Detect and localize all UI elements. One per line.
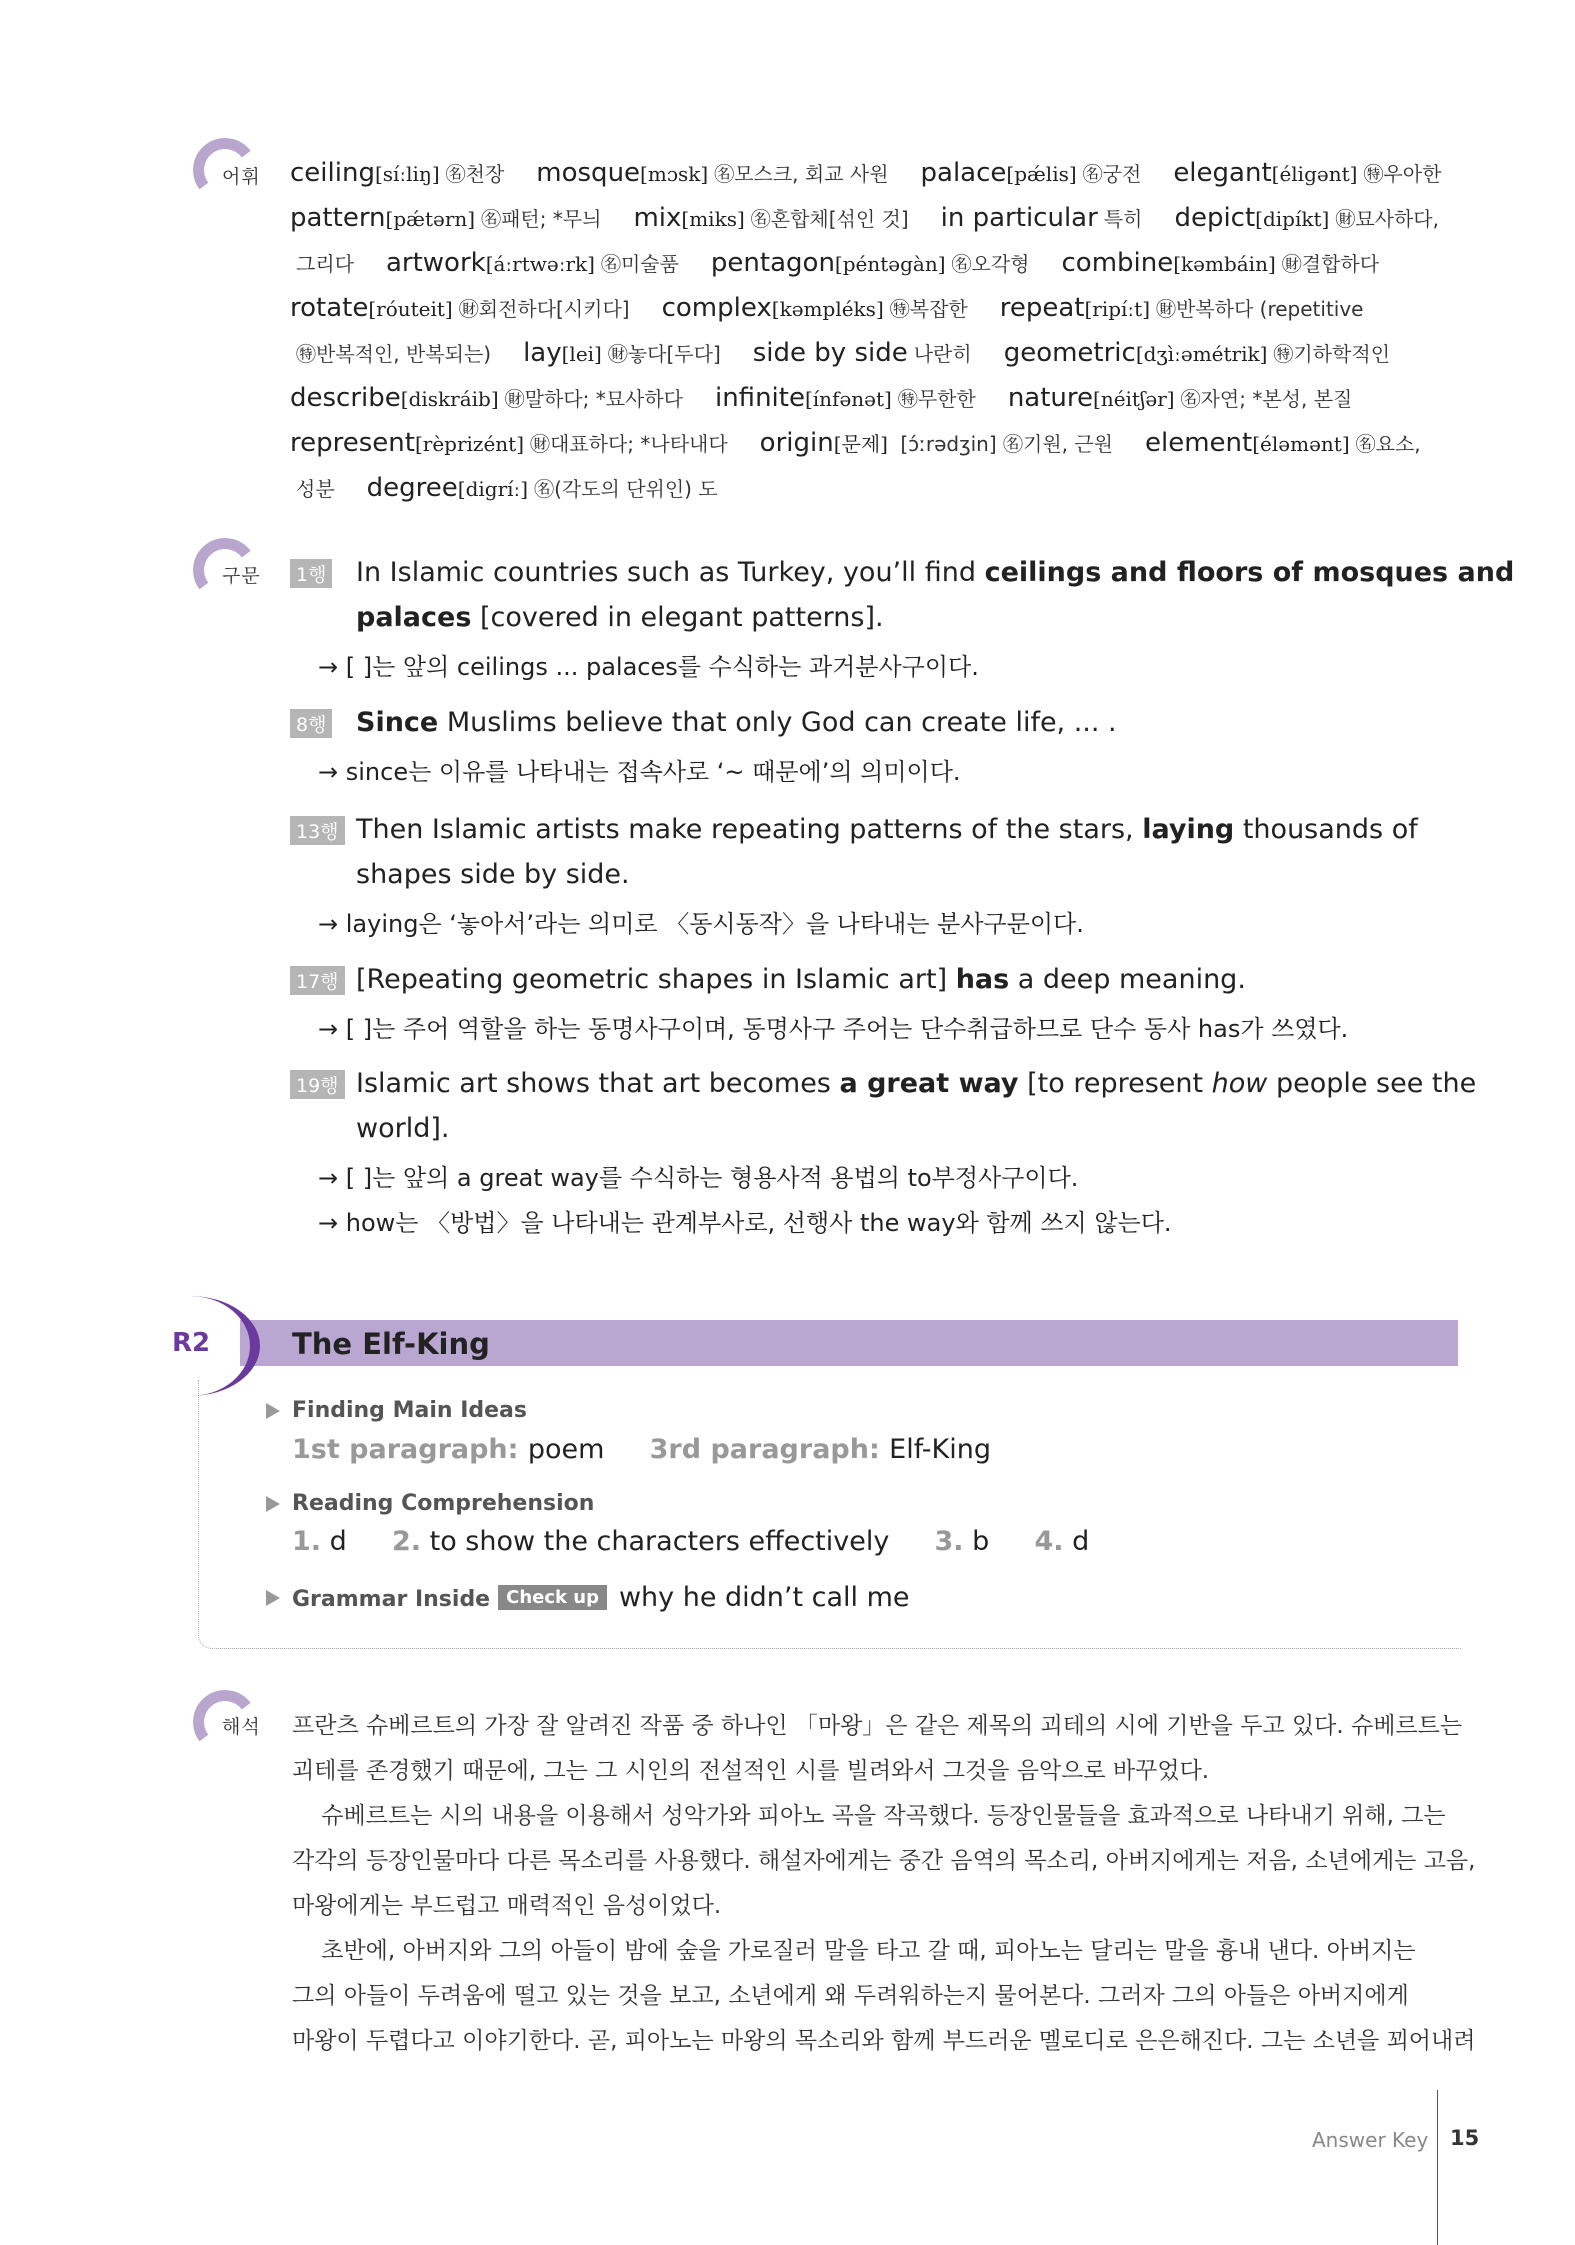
- grammar-note: → [ ]는 앞의 ceilings ... palaces를 수식하는 과거분사구이다.: [318, 653, 979, 681]
- vocab-item: [290, 158, 504, 188]
- translation-line: 괴테를 존경했기 때문에, 그는 그 시인의 전설적인 시를 빌려와서 그것을 음악으로 바꾸었다.: [292, 1758, 1210, 1784]
- vocab-phonetic: [digríː]: [457, 477, 529, 501]
- vocab-word: palace: [920, 158, 1007, 188]
- vocab-item: [1008, 383, 1353, 413]
- vocab-word: describe: [290, 383, 401, 413]
- vocab-meaning: ㊕반복적인, 반복되는): [296, 342, 492, 366]
- vocab-word: pentagon: [710, 248, 835, 278]
- vocab-meaning: ㊕복잡한: [889, 297, 968, 321]
- grammar-note: → laying은 ‘놓아서’라는 의미로 〈동시동작〉을 나타내는 분사구문이다.: [318, 910, 1084, 938]
- line-number-badge: 8행: [290, 709, 332, 738]
- grammar-inside-answer: why he didn’t call me: [618, 1582, 910, 1613]
- finding-main-ideas-answers: 1st paragraph: poem 3rd paragraph: Elf-King: [292, 1434, 991, 1465]
- line-number-badge: 1행: [290, 559, 332, 588]
- p1-value: poem: [527, 1434, 605, 1465]
- vocab-item: [1062, 248, 1380, 278]
- vocab-item: [715, 383, 976, 413]
- grammar-sentence-line: [296, 1068, 1477, 1099]
- vocab-phonetic: [dʒìːəmétrik]: [1135, 342, 1268, 366]
- grammar-sentence-line: [296, 814, 1418, 845]
- vocab-word: artwork: [385, 248, 486, 278]
- check-up-badge: Check up: [498, 1585, 607, 1610]
- translation-line: 그의 아들이 두려움에 떨고 있는 것을 보고, 소년에게 왜 두려워하는지 물어본다. 그러자 그의 아들은 아버지에게: [292, 1983, 1409, 2009]
- grammar-sentence: [Repeating geometric shapes in Islamic art] has a deep meaning.: [356, 964, 1246, 995]
- translation-label: 해석: [222, 1716, 261, 1738]
- translation-line: 각각의 등장인물마다 다른 목소리를 사용했다. 해설자에게는 중간 음역의 목소리, 아버지에게는 저음, 소년에게는 고음,: [292, 1848, 1476, 1874]
- vocab-meaning: ㊕기하학적인: [1273, 342, 1391, 366]
- vocab-phonetic: [éləmənt]: [1252, 432, 1350, 456]
- p3-label: 3rd paragraph: [649, 1434, 869, 1465]
- vocab-word: infinite: [714, 383, 805, 413]
- grammar-sentence: Islamic art shows that art becomes a great way [to represent how people see the: [356, 1068, 1477, 1099]
- vocab-meaning: ㊔자연; *본성, 본질: [1180, 387, 1353, 411]
- vocab-meaning: ㊔요소,: [1355, 432, 1421, 456]
- vocab-word: in particular: [940, 203, 1098, 233]
- reading-comprehension-answers: [292, 1526, 1089, 1557]
- vocab-phonetic: [síːliŋ]: [374, 162, 440, 186]
- vocab-meaning: ㊔(각도의 단위인) 도: [534, 477, 718, 501]
- answer-value: d: [1072, 1526, 1090, 1557]
- vocab-meaning: 특히: [1103, 207, 1143, 231]
- line-number-badge: 19행: [290, 1070, 345, 1099]
- grammar-sentence: Since Muslims believe that only God can create life, ... .: [356, 707, 1117, 738]
- vocab-word: side by side: [752, 338, 908, 368]
- grammar-label: 구문: [222, 565, 261, 587]
- vocab-meaning: ㊔천장: [445, 162, 505, 186]
- triangle-bullet-icon: [266, 1590, 280, 1606]
- p3-value: Elf-King: [889, 1434, 991, 1465]
- vocab-meaning: ㊖대표하다; *나타내다: [530, 432, 728, 456]
- vocab-meaning: ㊔미술품: [600, 252, 679, 276]
- vocab-word: element: [1145, 428, 1253, 458]
- vocab-phonetic: [ínfənət]: [804, 387, 892, 411]
- line-number-badge: 13행: [290, 816, 345, 845]
- vocab-word: represent: [290, 428, 415, 458]
- grammar-sentence: palaces [covered in elegant patterns].: [356, 602, 884, 633]
- vocab-line: [290, 428, 1453, 459]
- answer-value: to show the characters effectively: [429, 1526, 890, 1557]
- vocab-word: elegant: [1173, 158, 1272, 188]
- vocab-line: [290, 473, 750, 504]
- vocab-item: [753, 338, 972, 368]
- vocab-item: [1004, 338, 1390, 368]
- vocab-meaning: ㊔궁전: [1082, 162, 1142, 186]
- vocab-item: [290, 248, 354, 278]
- vocab-line: [290, 248, 1411, 279]
- translation-line: 마왕에게는 부드럽고 매력적인 음성이었다.: [292, 1893, 722, 1919]
- grammar-note: → [ ]는 앞의 a great way를 수식하는 형용사적 용법의 to부정사구이다.: [318, 1164, 1079, 1192]
- vocab-line: [290, 338, 1422, 369]
- vocab-item: [662, 293, 968, 323]
- vocab-phonetic: [néitʃər]: [1093, 387, 1175, 411]
- grammar-note: → how는 〈방법〉을 나타내는 관계부사로, 선행사 the way와 함께 쓰지 않는다.: [318, 1209, 1172, 1237]
- vocab-item: [367, 473, 718, 503]
- vocab-meaning: ㊔혼합체[섞인 것]: [750, 207, 909, 231]
- grammar-sentence-line: [356, 602, 884, 633]
- grammar-inside-row: [292, 1582, 910, 1613]
- vocab-item: [386, 248, 679, 278]
- vocab-phonetic: [kəmpléks]: [771, 297, 884, 321]
- grammar-sentence: shapes side by side.: [356, 859, 630, 890]
- grammar-sentence: world].: [356, 1113, 450, 1144]
- vocab-meaning: ㊔모스크, 회교 사원: [714, 162, 889, 186]
- reading-comprehension-heading: Reading Comprehension: [292, 1491, 595, 1516]
- vocab-word: repeat: [999, 293, 1085, 323]
- vocab-item: [941, 203, 1143, 233]
- vocab-item: [1145, 428, 1421, 458]
- vocab-item: [633, 203, 908, 233]
- r2-title: The Elf-King: [292, 1327, 490, 1361]
- vocab-item: [536, 158, 888, 188]
- grammar-note: → since는 이유를 나타내는 접속사로 ‘~ 때문에’의 의미이다.: [318, 758, 961, 786]
- grammar-sentence: Then Islamic artists make repeating patterns of the stars, laying thousands of: [356, 814, 1418, 845]
- vocab-word: complex: [661, 293, 772, 323]
- grammar-sentence-line: [296, 964, 1246, 995]
- page-number: 15: [1450, 2126, 1480, 2150]
- vocab-phonetic: [éligənt]: [1271, 162, 1358, 186]
- vocab-line: [290, 203, 1471, 234]
- vocab-item: [1173, 158, 1441, 188]
- vocab-phonetic: [lei]: [561, 342, 602, 366]
- vocab-word: origin: [759, 428, 834, 458]
- line-number-badge: 17행: [290, 966, 345, 995]
- vocab-meaning: ㊖놓다[두다]: [607, 342, 721, 366]
- vocab-meaning: ㊖회전하다[시키다]: [458, 297, 630, 321]
- vocab-meaning: ㊕무한한: [897, 387, 976, 411]
- vocab-item: [290, 383, 683, 413]
- vocab-item: [290, 203, 601, 233]
- grammar-sentence-line: [356, 1113, 449, 1144]
- vocab-meaning: 나란히: [913, 342, 972, 366]
- vocab-line: [290, 293, 1395, 324]
- vocab-phonetic: [문제]: [833, 432, 895, 456]
- vocab-phonetic: [rèprizént]: [414, 432, 525, 456]
- vocab-phonetic: [dipíkt]: [1255, 207, 1330, 231]
- vocab-item: [921, 158, 1142, 188]
- vocab-item: [711, 248, 1030, 278]
- vocab-meaning: ㊖말하다; *묘사하다: [504, 387, 683, 411]
- vocab-meaning: ㊕우아한: [1363, 162, 1442, 186]
- vocab-meaning: ㊖결합하다: [1281, 252, 1380, 276]
- answer-number: 3.: [934, 1526, 964, 1557]
- translation-line: 초반에, 아버지와 그의 아들이 밤에 숲을 가로질러 말을 타고 갈 때, 피아노는 달리는 말을 흉내 낸다. 아버지는: [292, 1938, 1416, 1964]
- vocab-phonetic: [mɔsk]: [640, 162, 709, 186]
- answer-value: d: [329, 1526, 347, 1557]
- vocab-phonetic: [kəmbáin]: [1173, 252, 1276, 276]
- vocab-word: depict: [1174, 203, 1256, 233]
- vocab-phonetic: [miks]: [681, 207, 745, 231]
- grammar-sentence-line: [296, 557, 1515, 588]
- vocab-word: lay: [523, 338, 562, 368]
- vocab-phonetic: [róuteit]: [368, 297, 453, 321]
- vocab-word: ceiling: [290, 158, 375, 188]
- vocab-word: mix: [633, 203, 682, 233]
- p1-label: 1st paragraph: [292, 1434, 508, 1465]
- vocab-word: degree: [366, 473, 458, 503]
- vocab-word: pattern: [290, 203, 386, 233]
- vocab-phonetic: [pǽlis]: [1006, 162, 1077, 186]
- vocab-item: [1000, 293, 1364, 323]
- vocab-word: combine: [1061, 248, 1174, 278]
- answer-number: 1.: [292, 1526, 322, 1557]
- grammar-sentence-line: [296, 707, 1117, 738]
- vocab-word: geometric: [1003, 338, 1136, 368]
- vocab-line: [290, 158, 1473, 189]
- translation-line: 마왕이 두렵다고 이야기한다. 곧, 피아노는 마왕의 목소리와 함께 부드러운 멜로디로 은은해진다. 그는 소년을 꾀어내려: [292, 2028, 1476, 2054]
- grammar-inside-heading: Grammar Inside: [292, 1587, 491, 1612]
- vocab-word: rotate: [290, 293, 369, 323]
- vocab-meaning: 그리다: [296, 252, 354, 276]
- answer-number: 2.: [391, 1526, 422, 1557]
- vocab-meaning: ㊖묘사하다,: [1335, 207, 1439, 231]
- finding-main-ideas-heading: Finding Main Ideas: [292, 1398, 527, 1423]
- grammar-sentence: In Islamic countries such as Turkey, you’ll find ceilings and floors of mosques and: [356, 557, 1515, 588]
- vocab-meaning: ㊔오각형: [951, 252, 1030, 276]
- vocab-item: [760, 428, 1113, 458]
- vocab-meaning: ㊔패턴; *무늬: [481, 207, 602, 231]
- r2-tag: R2: [172, 1328, 211, 1358]
- vocab-item: [523, 338, 721, 368]
- vocab-label: 어휘: [222, 166, 261, 188]
- triangle-bullet-icon: [266, 1403, 280, 1419]
- footer-label: Answer Key: [1312, 2128, 1429, 2152]
- vocab-phonetic: [diskráib]: [400, 387, 499, 411]
- translation-line: 슈베르트는 시의 내용을 이용해서 성악가와 피아노 곡을 작곡했다. 등장인물들을 효과적으로 나타내기 위해, 그는: [292, 1803, 1446, 1829]
- vocab-item: [290, 293, 630, 323]
- vocab-item: [290, 338, 491, 368]
- translation-line: 프란츠 슈베르트의 가장 잘 알려진 작품 중 하나인 「마왕」은 같은 제목의 괴테의 시에 기반을 두고 있다. 슈베르트는: [292, 1713, 1463, 1739]
- vocab-word: mosque: [536, 158, 641, 188]
- vocab-item: [290, 473, 335, 503]
- vocab-line: [290, 383, 1384, 414]
- vocab-phonetic: [péntəgàn]: [834, 252, 946, 276]
- vocab-item: [290, 428, 728, 458]
- triangle-bullet-icon: [266, 1496, 280, 1512]
- grammar-sentence-line: [356, 859, 630, 890]
- answer-value: b: [972, 1526, 990, 1557]
- vocab-phonetic: [ripíːt]: [1084, 297, 1151, 321]
- vocab-meaning: [ɔ́ːrədʒin] ㊔기원, 근원: [900, 432, 1114, 456]
- vocab-item: [1174, 203, 1439, 233]
- vocab-meaning: 성분: [296, 477, 335, 501]
- footer-divider: [1437, 2090, 1438, 2245]
- grammar-note: → [ ]는 주어 역할을 하는 동명사구이며, 동명사구 주어는 단수취급하므로 단수 동사 has가 쓰였다.: [318, 1015, 1349, 1043]
- vocab-meaning: ㊖반복하다 (repetitive: [1156, 297, 1364, 321]
- vocab-word: nature: [1007, 383, 1094, 413]
- answer-number: 4.: [1034, 1526, 1064, 1557]
- vocab-phonetic: [áːrtwəːrk]: [485, 252, 595, 276]
- vocab-phonetic: [pǽtərn]: [385, 207, 476, 231]
